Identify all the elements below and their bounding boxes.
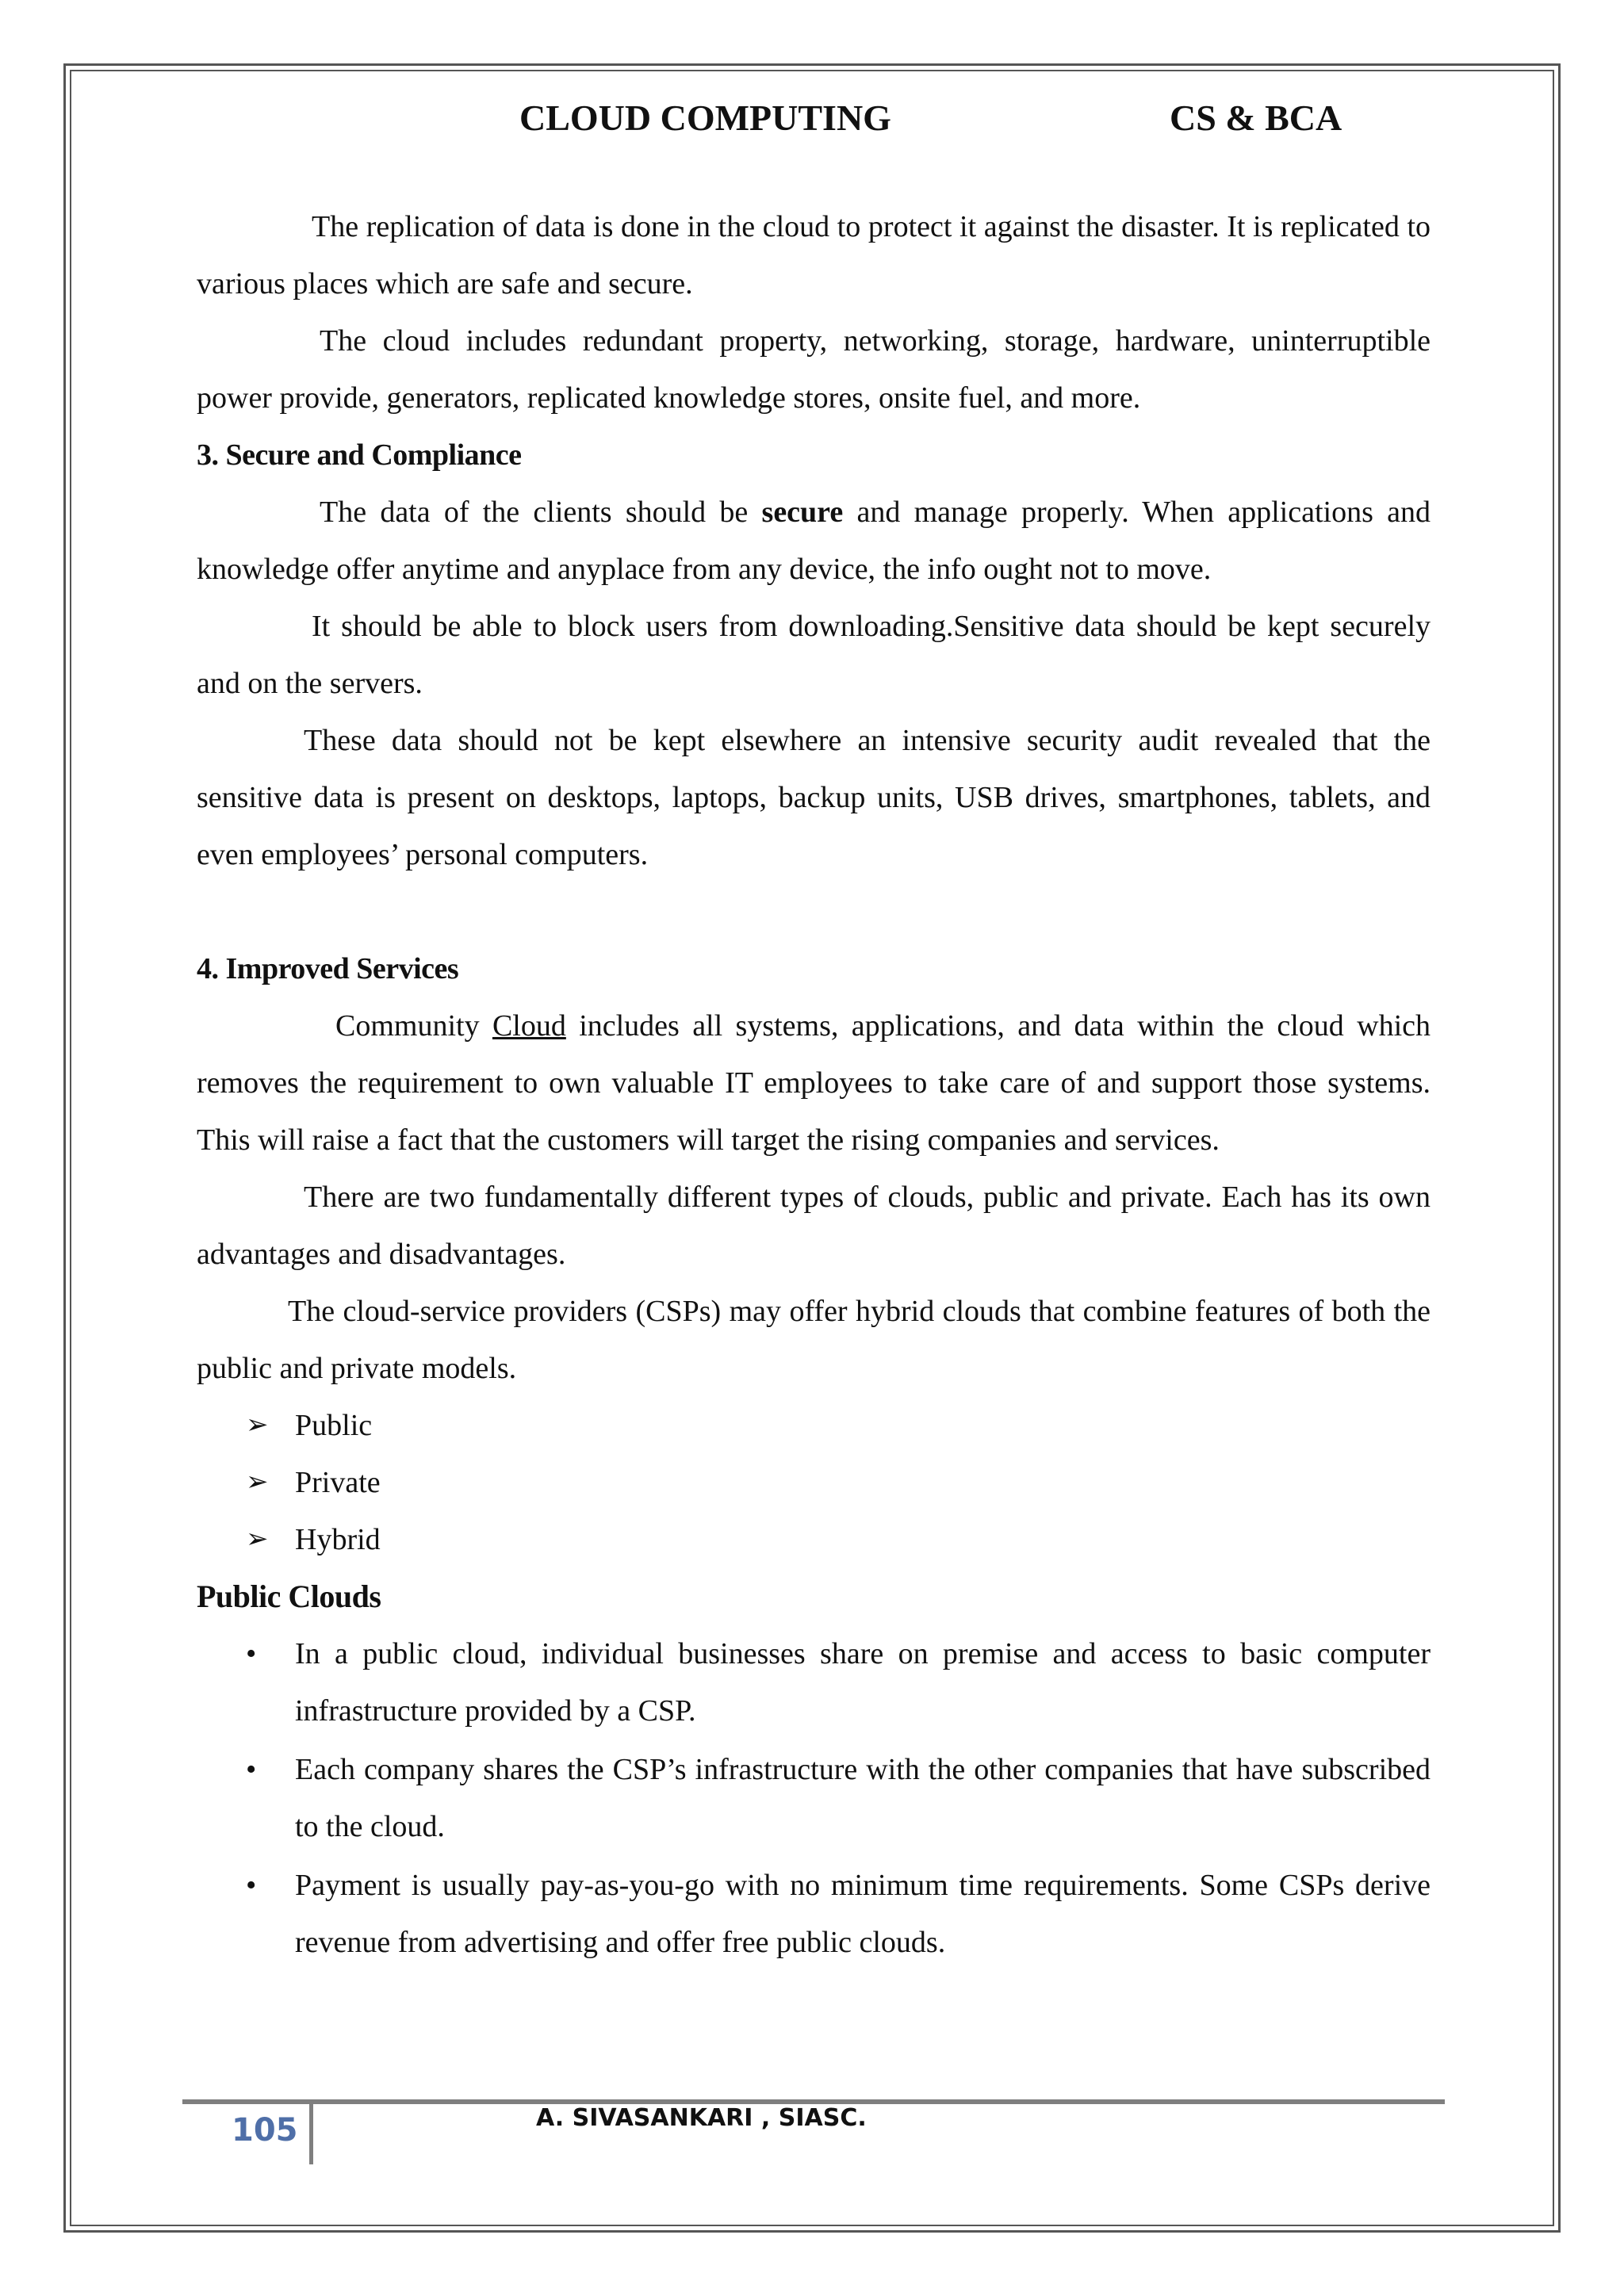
text-community-after: includes all systems, applications, and data within the cloud which removes the requirement to own valuable IT employees to take care of and support those systems. This will raise a fact that the customers will target the rising companies and services. bbox=[197, 1009, 1431, 1157]
list-item-label: Public bbox=[295, 1409, 373, 1442]
paragraph-hybrid-csp: The cloud-service providers (CSPs) may offer hybrid clouds that combine features of both the public and private models. bbox=[197, 1295, 1431, 1385]
paragraph-redundant: The cloud includes redundant property, networking, storage, hardware, uninterruptible power provide, generators, replicated knowledge stores, onsite fuel, and more. bbox=[197, 324, 1431, 415]
paragraph-block-users: It should be able to block users from downloading.Sensitive data should be kept securely and on the servers. bbox=[197, 610, 1431, 700]
list-item-label: Private bbox=[295, 1466, 381, 1499]
paragraph-replication: The replication of data is done in the cloud to protect it against the disaster. It is replicated to various places which are safe and secure. bbox=[197, 210, 1431, 300]
list-item-label: Hybrid bbox=[295, 1523, 381, 1556]
text-secure-before: The data of the clients should be bbox=[320, 496, 762, 529]
bullet-dot-icon: • bbox=[246, 1753, 257, 1786]
arrow-bullet-icon: ➢ bbox=[246, 1410, 269, 1440]
cloud-link[interactable]: Cloud bbox=[492, 1009, 566, 1043]
list-item bbox=[197, 1741, 1431, 1855]
paragraph-secure-data bbox=[197, 484, 1431, 598]
text-secure-bold: secure bbox=[761, 496, 844, 529]
arrow-bullet-icon: ➢ bbox=[246, 1525, 269, 1554]
bullet-dot-icon: • bbox=[246, 1637, 257, 1670]
bullet-text: Each company shares the CSP’s infrastructure with the other companies that have subscribed to the cloud. bbox=[295, 1753, 1431, 1843]
bullet-text: Payment is usually pay-as-you-go with no minimum time requirements. Some CSPs derive revenue from advertising and offer free public clouds. bbox=[295, 1869, 1431, 1959]
header-course: CS & BCA bbox=[1170, 98, 1342, 138]
section-heading-secure: 3. Secure and Compliance bbox=[197, 438, 522, 472]
section-heading-improved: 4. Improved Services bbox=[197, 952, 459, 985]
list-item bbox=[197, 1625, 1431, 1739]
arrow-bullet-icon: ➢ bbox=[246, 1468, 269, 1497]
list-item bbox=[246, 1454, 1431, 1511]
bullet-dot-icon: • bbox=[246, 1869, 257, 1902]
paragraph-cloud-types: There are two fundamentally different types of clouds, public and private. Each has its own advantages and disadvantages. bbox=[197, 1181, 1431, 1271]
footer-divider bbox=[309, 2104, 313, 2164]
bullet-text: In a public cloud, individual businesses share on premise and access to basic computer infrastructure provided by a CSP. bbox=[295, 1637, 1431, 1728]
paragraph-community-cloud bbox=[197, 997, 1431, 1169]
page-number: 105 bbox=[232, 2112, 298, 2149]
cloud-type-list bbox=[197, 1397, 1431, 1568]
section-heading-public-clouds: Public Clouds bbox=[197, 1578, 381, 1614]
page-header bbox=[0, 97, 1624, 152]
list-item bbox=[246, 1511, 1431, 1568]
list-item bbox=[246, 1397, 1431, 1454]
footer-author: A. SIVASANKARI , SIASC. bbox=[536, 2104, 867, 2132]
page-content bbox=[197, 198, 1431, 1973]
text-community-before: Community bbox=[335, 1009, 492, 1043]
text-secure-after: and manage properly. When applications and knowledge offer anytime and anyplace from any device, the info ought not to move. bbox=[197, 496, 1431, 586]
list-item bbox=[197, 1857, 1431, 1971]
paragraph-security-audit: These data should not be kept elsewhere an intensive security audit revealed that the sensitive data is present on desktops, laptops, backup units, USB drives, smartphones, tablets, and even employees’ personal computers. bbox=[197, 724, 1431, 871]
public-cloud-bullets bbox=[197, 1625, 1431, 1971]
spacer bbox=[197, 883, 1431, 940]
header-title: CLOUD COMPUTING bbox=[519, 98, 891, 138]
